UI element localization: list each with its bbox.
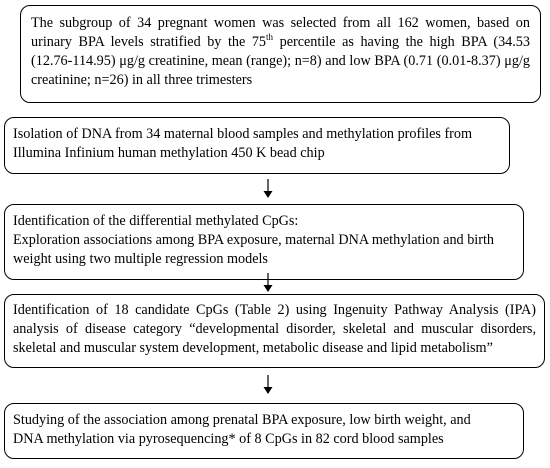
box-text-part: percentile as having the high BPA (34.53 (12.76-114.95) μg/g creatinine, mean (range); n=8) and low BPA (0.71 (0.01-8.37) μg/g creatinine; n=26) in all three trimesters [31, 34, 530, 88]
down-arrow-icon [262, 179, 274, 199]
box-text-line: Studying of the association among prenatal BPA exposure, low birth weight, and [13, 412, 471, 428]
flow-box-subgroup-selection [20, 5, 541, 103]
flow-box-pyrosequencing [4, 403, 524, 459]
flow-box-differential-cpgs [4, 204, 524, 280]
down-arrow-icon [262, 273, 274, 293]
flow-box-dna-isolation [4, 117, 510, 174]
box-text-line: Illumina Infinium human methylation 450 K bead chip [13, 145, 325, 161]
box-text: Identification of 18 candidate CpGs (Table 2) using Ingenuity Pathway Analysis (IPA) analysis of disease category “developmental disorder, skeletal and muscular disorders, skeletal and muscular system development, metabolic disease and lipid metabolism” [13, 302, 536, 356]
box-text-part: The subgroup of 34 pregnant women was selected from all 162 women, based on urinary BPA levels stratified by the 75 [31, 15, 530, 50]
box-text-line: DNA methylation via pyrosequencing* of 8 CpGs in 82 cord blood samples [13, 431, 444, 447]
box-text-line: Identification of the differential methylated CpGs: [13, 213, 299, 229]
down-arrow-icon [262, 375, 274, 395]
box-text-line: Isolation of DNA from 34 maternal blood samples and methylation profiles from [13, 126, 473, 142]
box-text-line: Exploration associations among BPA exposure, maternal DNA methylation and birth weight using two multiple regression models [13, 232, 494, 267]
box-text-superscript: th [266, 32, 274, 42]
flow-box-candidate-cpgs [4, 294, 545, 368]
